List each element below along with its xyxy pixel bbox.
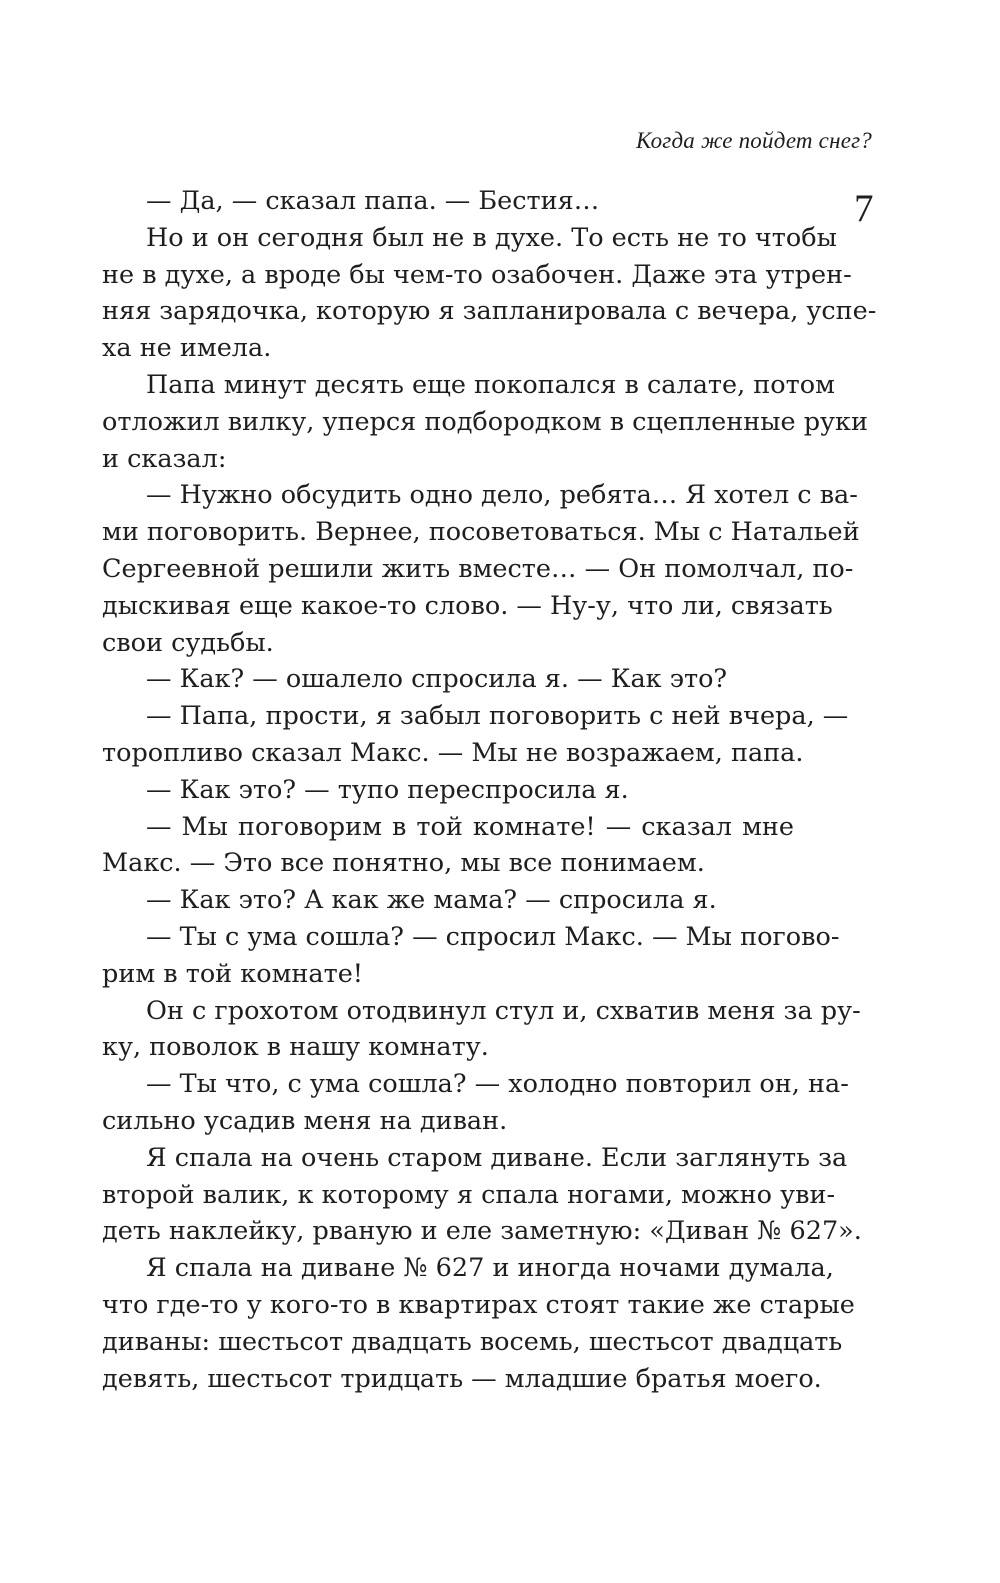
text-line: ми поговорить. Вернее, посоветоваться. Мы с Натальей	[102, 517, 860, 548]
text-line: Я спала на очень старом диване. Если заглянуть за	[146, 1142, 848, 1173]
text-line: что где-то у кого-то в квартирах стоят такие же старые	[102, 1289, 855, 1320]
running-title: Когда же пойдет снег?	[636, 128, 872, 153]
text-line: деть наклейку, рваную и еле заметную: «Диван № 627».	[102, 1216, 862, 1247]
paragraph	[102, 1066, 849, 1140]
text-line: — Ты с ума сошла? — спросил Макс. — Мы погово-	[146, 921, 840, 952]
text-line: Сергеевной решили жить вместе… — Он помолчал, по-	[102, 553, 854, 584]
paragraph	[102, 1250, 855, 1397]
paragraph	[102, 809, 794, 883]
text-line: ку, поволок в нашу комнату.	[102, 1032, 489, 1063]
text-line: — Как? — ошалело спросила я. — Как это?	[146, 664, 728, 695]
text-line: Макс. — Это все понятно, мы все понимаем.	[102, 848, 705, 879]
text-line: рим в той комнате!	[102, 958, 364, 989]
text-line: торопливо сказал Макс. — Мы не возражаем, папа.	[102, 737, 804, 768]
text-line: — Ты что, с ума сошла? — холодно повторил он, на-	[146, 1069, 849, 1100]
text-line: няя зарядочка, которую я запланировала с вечера, успе-	[102, 296, 877, 327]
text-line: сильно усадив меня на диван.	[102, 1105, 508, 1136]
paragraph	[102, 772, 794, 809]
paragraph	[102, 367, 868, 477]
paragraph	[102, 993, 861, 1067]
text-line: и сказал:	[102, 443, 227, 474]
page-number: 7	[854, 187, 874, 230]
text-line: диваны: шестьсот двадцать восемь, шестьсот двадцать	[102, 1326, 843, 1357]
paragraph	[102, 661, 794, 698]
text-line: — Мы поговорим в той комнате! — сказал мне	[146, 811, 794, 842]
text-line: Я спала на диване № 627 и иногда ночами думала,	[146, 1253, 834, 1284]
text-line: ха не имела.	[102, 333, 272, 364]
text-line: — Как это? А как же мама? — спросила я.	[146, 885, 717, 916]
text-line: Но и он сегодня был не в духе. То есть не то чтобы	[146, 222, 837, 253]
paragraph	[102, 1140, 862, 1250]
body-text	[102, 183, 877, 1397]
text-line: — Да, — сказал папа. — Бестия…	[146, 186, 600, 216]
text-line: второй валик, к которому я спала ногами, можно уви-	[102, 1179, 836, 1210]
paragraph	[102, 477, 860, 661]
text-line: девять, шестьсот тридцать — младшие братья моего.	[102, 1363, 822, 1394]
text-line: дыскивая еще какое-то слово. — Ну-у, что ли, связать	[102, 590, 833, 621]
text-line: Папа минут десять еще покопался в салате, потом	[146, 369, 835, 400]
paragraph	[102, 882, 794, 919]
text-line: — Нужно обсудить одно дело, ребята… Я хотел с ва-	[146, 480, 858, 511]
text-line: свои судьбы.	[102, 627, 274, 658]
text-line: — Папа, прости, я забыл поговорить с ней вчера, —	[146, 701, 849, 732]
text-line: Он с грохотом отодвинул стул и, схватив меня за ру-	[146, 995, 861, 1026]
paragraph	[102, 698, 849, 772]
paragraph	[102, 183, 794, 220]
text-line: — Как это? — тупо переспросила я.	[146, 774, 629, 805]
text-line: не в духе, а вроде бы чем-то озабочен. Даже эта утрен-	[102, 259, 852, 290]
paragraph	[102, 919, 840, 993]
text-line: отложил вилку, уперся подбородком в сцепленные руки	[102, 406, 868, 437]
paragraph	[102, 220, 877, 367]
